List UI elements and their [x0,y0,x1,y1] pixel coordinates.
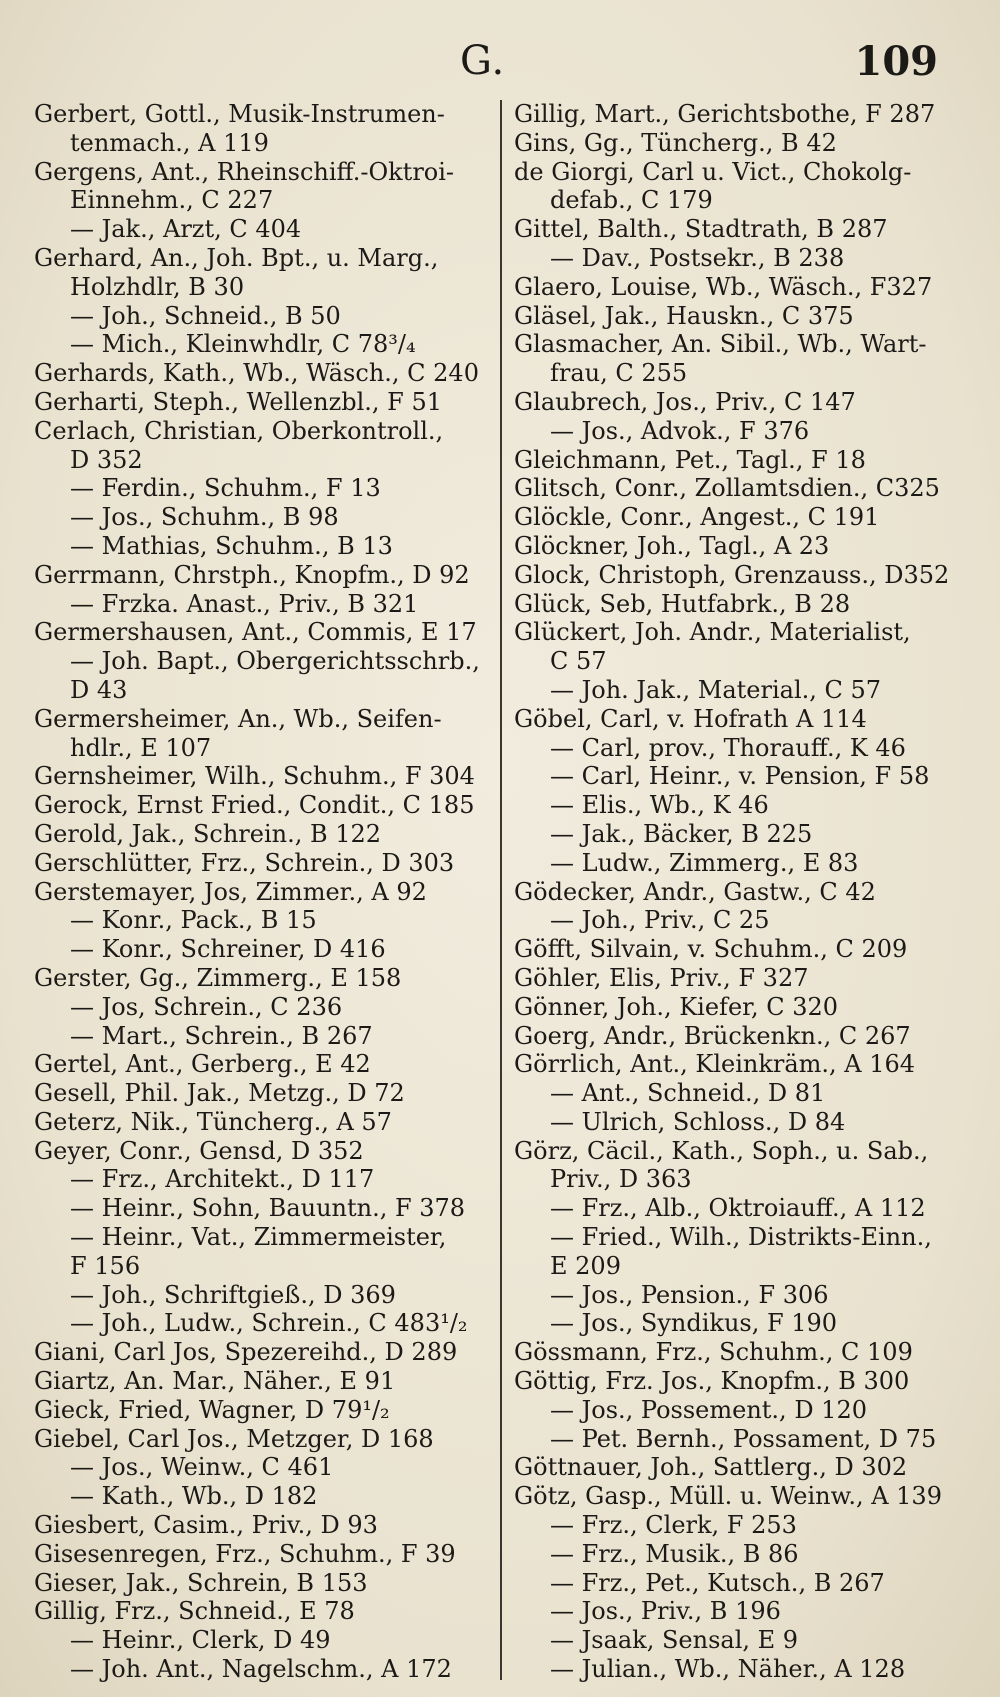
directory-entry-line: Gerhards, Kath., Wb., Wäsch., C 240 [34,359,479,388]
page-header [0,38,1000,98]
directory-entry-line: Gödecker, Andr., Gastw., C 42 [514,877,876,906]
directory-entry-line: — Frzka. Anast., Priv., B 321 [70,589,419,618]
directory-entry-line: Gerrmann, Chrstph., Knopfm., D 92 [34,560,470,589]
directory-entry-line: — Julian., Wb., Näher., A 128 [550,1655,906,1684]
directory-entry-line: Gillig, Mart., Gerichtsbothe, F 287 [514,100,936,128]
directory-entry-line: Glöckle, Conr., Angest., C 191 [514,503,880,532]
directory-entry-line: Gläsel, Jak., Hauskn., C 375 [514,301,854,330]
directory-entry-line: Gergens, Ant., Rheinschiff.-Oktroi- [34,157,455,186]
directory-entry-line: — Frz., Alb., Oktroiauff., A 112 [550,1194,926,1223]
directory-entry-line: Gerbert, Gottl., Musik-Instrumen- [34,100,445,128]
directory-entry-line: Gittel, Balth., Stadtrath, B 287 [514,215,888,244]
directory-entry-line: Görrlich, Ant., Kleinkräm., A 164 [514,1050,916,1079]
directory-entry-line: — Jos, Schrein., C 236 [70,992,343,1021]
directory-entry-line: Gisesenregen, Frz., Schuhm., F 39 [34,1539,456,1568]
directory-entry-line: hdlr., E 107 [70,733,212,762]
directory-entry-line: Geyer, Conr., Gensd, D 352 [34,1136,364,1165]
directory-entry-line: — Ant., Schneid., D 81 [550,1079,826,1108]
section-letter: G. [460,38,506,84]
directory-entry-line: Germersheimer, An., Wb., Seifen- [34,704,442,733]
directory-entry-line: Gerschlütter, Frz., Schrein., D 303 [34,848,455,877]
directory-entry-line: — Joh., Priv., C 25 [550,906,770,935]
directory-entry-line: Germershausen, Ant., Commis, E 17 [34,618,477,647]
directory-entry-line: Gieser, Jak., Schrein, B 153 [34,1568,368,1597]
directory-entry-line: Glaubrech, Jos., Priv., C 147 [514,387,856,416]
directory-entry-line: — Jos., Syndikus, F 190 [550,1309,838,1338]
directory-entry-line: Glitsch, Conr., Zollamtsdien., C325 [514,474,940,503]
directory-entry-line: Glaero, Louise, Wb., Wäsch., F327 [514,272,933,301]
directory-entry-line: Giesbert, Casim., Priv., D 93 [34,1511,378,1540]
directory-entry-line: — Joh. Jak., Material., C 57 [550,675,882,704]
directory-entry-line: Gönner, Joh., Kiefer, C 320 [514,992,839,1021]
directory-entry-line: — Joh., Schneid., B 50 [70,301,341,330]
directory-entry-line: — Ludw., Zimmerg., E 83 [550,848,859,877]
directory-entry-line: Gerstemayer, Jos, Zimmer., A 92 [34,877,427,906]
directory-entry-line: — Carl, Heinr., v. Pension, F 58 [550,762,930,791]
directory-entry-line: Giani, Carl Jos, Spezereihd., D 289 [34,1338,458,1367]
directory-entry-line: — Pet. Bernh., Possament, D 75 [550,1424,937,1453]
directory-entry-line: F 156 [70,1251,141,1280]
directory-entry-line: Gössmann, Frz., Schuhm., C 109 [514,1338,913,1367]
directory-entry-line: — Jos., Weinw., C 461 [70,1453,334,1482]
directory-entry-line: — Jak., Bäcker, B 225 [550,819,813,848]
directory-entry-line: — Joh., Ludw., Schrein., C 483¹/₂ [70,1309,468,1338]
directory-entry-line: Gesell, Phil. Jak., Metzg., D 72 [34,1079,405,1108]
directory-entry-line: — Jak., Arzt, C 404 [70,215,302,244]
directory-entry-line: Cerlach, Christian, Oberkontroll., [34,416,444,445]
directory-entry-line: Gerhard, An., Joh. Bpt., u. Marg., [34,243,439,272]
directory-entry-line: — Frz., Pet., Kutsch., B 267 [550,1568,885,1597]
directory-entry-line: Gerharti, Steph., Wellenzbl., F 51 [34,387,442,416]
directory-entry-line: Geterz, Nik., Tüncherg., A 57 [34,1107,392,1136]
directory-entry-line: — Joh. Ant., Nagelschm., A 172 [70,1655,452,1684]
directory-entry-line: Gertel, Ant., Gerberg., E 42 [34,1050,371,1079]
directory-entry-line: — Ferdin., Schuhm., F 13 [70,474,381,503]
directory-entry-line: — Jsaak, Sensal, E 9 [550,1626,799,1655]
directory-entry-line: — Heinr., Sohn, Bauuntn., F 378 [70,1194,466,1223]
directory-entry-line: — Jos., Possement., D 120 [550,1395,867,1424]
directory-entry-line: Gerold, Jak., Schrein., B 122 [34,819,382,848]
directory-entry-line: Glückert, Joh. Andr., Materialist, [514,618,911,647]
directory-entry-line: Einnehm., C 227 [70,186,274,215]
directory-entry-line: E 209 [550,1251,621,1280]
directory-entry-line: Göfft, Silvain, v. Schuhm., C 209 [514,935,908,964]
directory-entry-line: Glöckner, Joh., Tagl., A 23 [514,531,830,560]
directory-entry-line: C 57 [550,647,607,676]
directory-entry-line: — Jos., Advok., F 376 [550,416,810,445]
directory-entry-line: Göttig, Frz. Jos., Knopfm., B 300 [514,1367,910,1396]
directory-entry-line: — Fried., Wilh., Distrikts-Einn., [550,1223,932,1252]
directory-entry-line: — Dav., Postsekr., B 238 [550,243,845,272]
directory-entry-line: Glück, Seb, Hutfabrk., B 28 [514,589,851,618]
directory-entry-line: Gieck, Fried, Wagner, D 79¹/₂ [34,1395,390,1424]
column-divider [500,100,502,1680]
directory-entry-line: defab., C 179 [550,186,713,215]
directory-entry-line: — Kath., Wb., D 182 [70,1482,318,1511]
directory-entry-line: Goerg, Andr., Brückenkn., C 267 [514,1021,911,1050]
directory-entry-line: Giartz, An. Mar., Näher., E 91 [34,1367,396,1396]
left-column [34,100,494,1684]
directory-entry-line: — Jos., Pension., F 306 [550,1280,829,1309]
directory-entry-line: D 43 [70,675,128,704]
directory-entry-line: Götz, Gasp., Müll. u. Weinw., A 139 [514,1482,942,1511]
page-number: 109 [854,38,938,85]
directory-entry-line: — Mathias, Schuhm., B 13 [70,531,393,560]
directory-entry-line: — Joh. Bapt., Obergerichtsschrb., [70,647,480,676]
directory-entry-line: — Heinr., Vat., Zimmermeister, [70,1223,447,1252]
directory-entry-line: Glasmacher, An. Sibil., Wb., Wart- [514,330,927,359]
directory-entry-line: — Heinr., Clerk, D 49 [70,1626,331,1655]
directory-entry-line: Priv., D 363 [550,1165,692,1194]
directory-entry-line: — Frz., Architekt., D 117 [70,1165,375,1194]
directory-entry-line: — Joh., Schriftgieß., D 369 [70,1280,396,1309]
directory-entry-line: — Frz., Musik., B 86 [550,1539,799,1568]
directory-entry-line: tenmach., A 119 [70,128,269,157]
directory-entry-line: Giebel, Carl Jos., Metzger, D 168 [34,1424,434,1453]
directory-entry-line: — Konr., Pack., B 15 [70,906,317,935]
directory-entry-line: Göhler, Elis, Priv., F 327 [514,963,809,992]
directory-entry-line: D 352 [70,445,143,474]
directory-entry-line: — Ulrich, Schloss., D 84 [550,1107,846,1136]
directory-entry-line: Gins, Gg., Tüncherg., B 42 [514,128,837,157]
directory-entry-line: Gerster, Gg., Zimmerg., E 158 [34,963,402,992]
directory-entry-line: de Giorgi, Carl u. Vict., Chokolg- [514,157,912,186]
directory-entry-line: Gillig, Frz., Schneid., E 78 [34,1597,355,1626]
right-column [514,100,984,1684]
directory-entry-line: — Jos., Schuhm., B 98 [70,503,339,532]
directory-entry-line: frau, C 255 [550,359,688,388]
directory-entry-line: Glock, Christoph, Grenzauss., D352 [514,560,950,589]
directory-entry-line: Göttnauer, Joh., Sattlerg., D 302 [514,1453,908,1482]
directory-entry-line: — Mich., Kleinwhdlr, C 78³/₄ [70,330,416,359]
directory-entry-line: — Frz., Clerk, F 253 [550,1511,797,1540]
directory-entry-line: Holzhdlr, B 30 [70,272,245,301]
directory-entry-line: Görz, Cäcil., Kath., Soph., u. Sab., [514,1136,929,1165]
directory-entry-line: — Jos., Priv., B 196 [550,1597,781,1626]
directory-entry-line: — Elis., Wb., K 46 [550,791,769,820]
directory-entry-line: Gleichmann, Pet., Tagl., F 18 [514,445,866,474]
directory-entry-line: Gerock, Ernst Fried., Condit., C 185 [34,791,475,820]
directory-entry-line: — Mart., Schrein., B 267 [70,1021,373,1050]
directory-entry-line: Göbel, Carl, v. Hofrath A 114 [514,704,867,733]
directory-entry-line: — Carl, prov., Thorauff., K 46 [550,733,906,762]
directory-entry-line: — Konr., Schreiner, D 416 [70,935,386,964]
directory-entry-line: Gernsheimer, Wilh., Schuhm., F 304 [34,762,475,791]
